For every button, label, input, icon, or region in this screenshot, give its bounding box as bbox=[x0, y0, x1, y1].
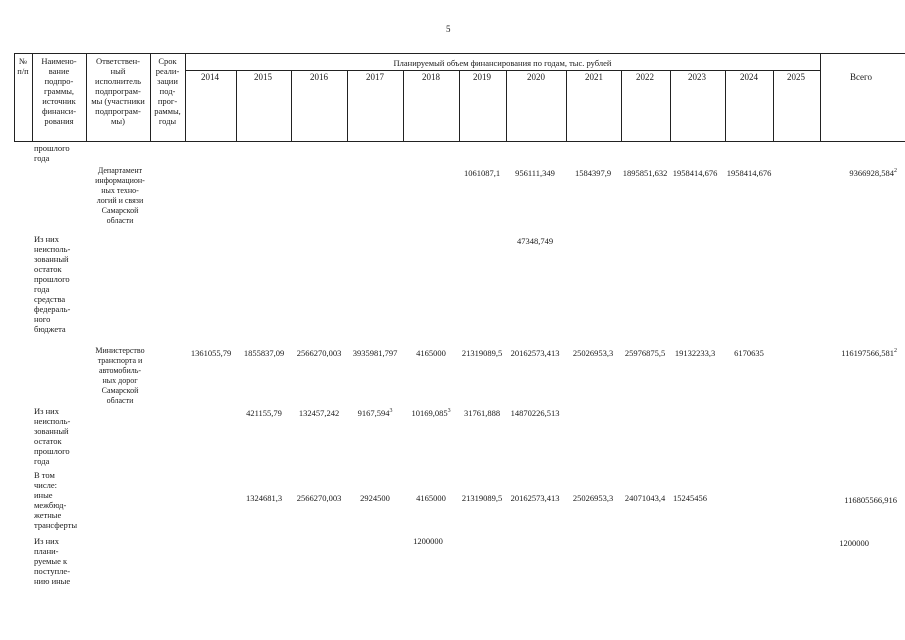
planned-label: Из них плани- руемые к поступле- нию иные bbox=[34, 536, 71, 586]
planned-2018: 1200000 bbox=[413, 536, 443, 546]
ministry-total: 116197566,581$^2$ bbox=[841, 348, 897, 358]
unused-2020: 14870226,513 bbox=[510, 408, 560, 418]
header-responsible: Ответствен- ный исполнитель подпрограм- мы (участники подпрограм- мы) bbox=[91, 56, 145, 126]
rule-bottom bbox=[14, 141, 905, 142]
dept-it-2023: 1958414,676 bbox=[672, 168, 718, 178]
transfers-label: В том числе: иные межбюд- жетные трансферты bbox=[34, 470, 78, 530]
planned-total: 1200000 bbox=[839, 538, 869, 548]
ministry-2023: 19132233,3 bbox=[674, 348, 716, 358]
ministry-2014: 1361055,79 bbox=[190, 348, 232, 358]
year-2019: 2019 bbox=[473, 72, 491, 82]
year-2023: 2023 bbox=[688, 72, 706, 82]
transfers-2018: 4165000 bbox=[416, 493, 446, 503]
carryover-label: прошлого года bbox=[34, 143, 70, 163]
header-planned-financing: Планируемый объем финансирования по годам, тыс. рублей bbox=[393, 58, 612, 68]
transfers-2019: 21319089,5 bbox=[461, 493, 503, 503]
year-2014: 2014 bbox=[201, 72, 219, 82]
unused-2017: 9167,594$^3$ bbox=[357, 408, 393, 418]
ministry-2022: 25976875,5 bbox=[624, 348, 666, 358]
unused-federal-2020: 47348,749 bbox=[516, 236, 554, 246]
transfers-2021: 25026953,3 bbox=[572, 493, 614, 503]
year-2025: 2025 bbox=[787, 72, 805, 82]
dept-it-2021: 1584397,9 bbox=[574, 168, 612, 178]
year-2015: 2015 bbox=[254, 72, 272, 82]
unused-2019: 31761,888 bbox=[463, 408, 501, 418]
unused-balance-label: Из них неисполь- зованный остаток прошлого года bbox=[34, 406, 71, 466]
vline bbox=[459, 70, 460, 141]
ministry-2017: 3935981,797 bbox=[352, 348, 398, 358]
dept-it-total: 9366928,584$^2$ bbox=[849, 168, 897, 178]
dept-it-2019: 1061087,1 bbox=[463, 168, 501, 178]
year-2021: 2021 bbox=[585, 72, 603, 82]
vline bbox=[291, 70, 292, 141]
transfers-2017: 2924500 bbox=[360, 493, 390, 503]
year-2024: 2024 bbox=[740, 72, 758, 82]
dept-it-2022: 1895851,632 bbox=[622, 168, 668, 178]
ministry-2019: 21319089,5 bbox=[461, 348, 503, 358]
transfers-total: 116805566,916 bbox=[844, 495, 897, 505]
vline bbox=[621, 70, 622, 141]
vline bbox=[566, 70, 567, 141]
vline bbox=[670, 70, 671, 141]
year-2018: 2018 bbox=[422, 72, 440, 82]
page-number: 5 bbox=[446, 24, 451, 34]
vline bbox=[347, 70, 348, 141]
unused-2015: 421155,79 bbox=[246, 408, 282, 418]
rule-top bbox=[14, 53, 905, 54]
year-2022: 2022 bbox=[636, 72, 654, 82]
vline bbox=[773, 70, 774, 141]
ministry-2020: 20162573,413 bbox=[510, 348, 560, 358]
unused-federal-label: Из них неисполь- зованный остаток прошлого года средства федераль- ного бюджета bbox=[34, 234, 71, 334]
header-num: № п/п bbox=[17, 56, 29, 76]
transfers-2022: 24071043,4 bbox=[624, 493, 666, 503]
dept-it-2024: 1958414,676 bbox=[726, 168, 772, 178]
unused-2016: 132457,242 bbox=[298, 408, 340, 418]
transfers-2016: 2566270,003 bbox=[296, 493, 342, 503]
ministry-label: Министерство транспорта и автомобиль- ных дорог Самарской области bbox=[95, 346, 145, 405]
transfers-2015: 1324681,3 bbox=[245, 493, 283, 503]
unused-2018: 10169,085$^3$ bbox=[411, 408, 451, 418]
year-2020: 2020 bbox=[527, 72, 545, 82]
year-2017: 2017 bbox=[366, 72, 384, 82]
ministry-2018: 4165000 bbox=[416, 348, 446, 358]
vline bbox=[403, 70, 404, 141]
ministry-2016: 2566270,003 bbox=[296, 348, 342, 358]
header-name: Наимено- вание подпро- граммы, источник финанси- рования bbox=[41, 56, 77, 126]
vline bbox=[725, 70, 726, 141]
header-total: Всего bbox=[849, 72, 873, 82]
ministry-2015: 1855837,09 bbox=[243, 348, 285, 358]
vline bbox=[820, 53, 821, 141]
transfers-2020: 20162573,413 bbox=[510, 493, 560, 503]
year-2016: 2016 bbox=[310, 72, 328, 82]
dept-it-2020: 956111,349 bbox=[515, 168, 555, 178]
vline bbox=[236, 70, 237, 141]
header-term: Срок реали- зации под- прог- раммы, годы bbox=[154, 56, 181, 126]
ministry-2021: 25026953,3 bbox=[572, 348, 614, 358]
dept-it-label: Департамент информацион- ных техно- логий и связи Самарской области bbox=[95, 166, 145, 225]
vline bbox=[506, 70, 507, 141]
transfers-2023: 15245456 bbox=[673, 493, 707, 503]
ministry-2024: 6170635 bbox=[734, 348, 764, 358]
